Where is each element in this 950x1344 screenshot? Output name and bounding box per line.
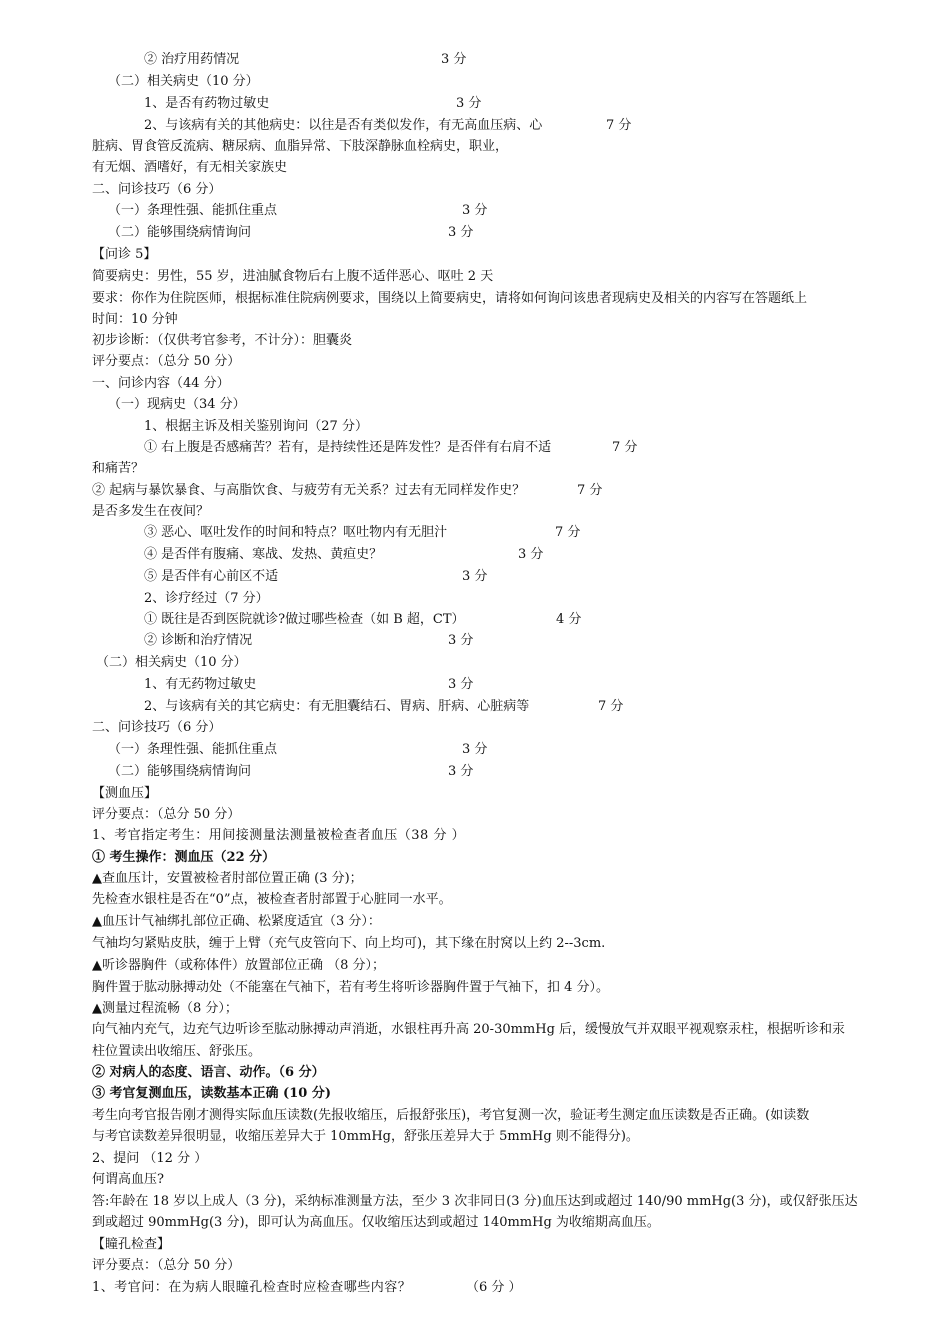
- text-line: 答:年龄在 18 岁以上成人（3 分)，采纳标准测量方法，至少 3 次非同日(3 分)血压达到或超过 140/90 mmHg(3 分)，或仅舒张压达: [92, 1194, 858, 1209]
- text-line: （一）条理性强、能抓住重点: [108, 742, 278, 757]
- text-line: 胸件置于肱动脉搏动处（不能塞在气袖下，若有考生将听诊器胸件置于气袖下，扣 4 分）。: [92, 980, 610, 995]
- text-line: 1、根据主诉及相关鉴别询问（27 分）: [144, 419, 368, 434]
- text-line: 1、考官指定考生：用间接测量法测量被检查者血压（38 分 ）: [92, 828, 466, 843]
- subheading: ① 考生操作：测血压（22 分）: [92, 850, 276, 865]
- text-line: 是否多发生在夜间？: [92, 504, 210, 519]
- text-line: 评分要点：（总分 50 分）: [92, 1258, 241, 1273]
- text-line: 1、考官问：在为病人眼瞳孔检查时应检查哪些内容？: [92, 1280, 412, 1295]
- text-line: 1、是否有药物过敏史: [144, 96, 270, 111]
- text-line: 和痛苦？: [92, 461, 145, 476]
- score: 3 分: [462, 742, 488, 757]
- text-line: 评分要点：（总分 50 分）: [92, 807, 241, 822]
- text-line: ▲血压计气袖绑扎部位正确、松紧度适宜（3 分）：: [92, 914, 381, 929]
- text-line: ▲测量过程流畅（8 分）；: [92, 1001, 238, 1016]
- text-line: ⑤ 是否伴有心前区不适: [144, 569, 279, 584]
- score: 3 分: [456, 96, 482, 111]
- score: 7 分: [606, 118, 632, 133]
- text-line: 何谓高血压?: [92, 1172, 164, 1187]
- section-heading: 二、问诊技巧（6 分）: [92, 720, 222, 735]
- section-heading: 【测血压】: [92, 786, 158, 801]
- text-line: ② 治疗用药情况: [144, 52, 240, 67]
- score: （6 分 ）: [466, 1280, 522, 1295]
- text-line: ① 既往是否到医院就诊?做过哪些检查（如 B 超，CT）: [144, 612, 465, 627]
- subheading: ② 对病人的态度、语言、动作。（6 分）: [92, 1065, 325, 1080]
- text-line: 要求：你作为住院医师，根据标准住院病例要求，围绕以上简要病史，请将如何询问该患者现病史及相关的内容写在答题纸上: [92, 291, 808, 306]
- section-heading: （二）相关病史（10 分）: [108, 74, 259, 89]
- score: 3 分: [448, 633, 474, 648]
- text-line: ③ 恶心、呕吐发作的时间和特点？呕吐物内有无胆汁: [144, 525, 448, 540]
- score: 3 分: [462, 203, 488, 218]
- section-heading: 二、问诊技巧（6 分）: [92, 182, 222, 197]
- text-line: 先检查水银柱是否在“0”点，被检查者肘部置于心脏同一水平。: [92, 892, 452, 907]
- text-line: ② 起病与暴饮暴食、与高脂饮食、与疲劳有无关系？过去有无同样发作史？: [92, 483, 526, 498]
- score: 4 分: [556, 612, 582, 627]
- text-line: 有无烟、酒嗜好，有无相关家族史: [92, 160, 288, 175]
- text-line: 2、诊疗经过（7 分）: [144, 591, 269, 606]
- score: 3 分: [448, 764, 474, 779]
- score: 3 分: [441, 52, 467, 67]
- score: 3 分: [462, 569, 488, 584]
- text-line: 2、提问 （12 分 ）: [92, 1151, 208, 1166]
- text-line: ▲听诊器胸件（或称体件）放置部位正确 （8 分）；: [92, 958, 386, 973]
- text-line: 向气袖内充气，边充气边听诊至肱动脉搏动声消逝，水银柱再升高 20-30mmHg 后，缓慢放气并双眼平视观察汞柱，根据听诊和汞: [92, 1022, 846, 1037]
- section-heading: 【问诊 5】: [92, 247, 157, 262]
- text-line: （二）能够围绕病情询问: [108, 764, 252, 779]
- text-line: 简要病史：男性，55 岁，进油腻食物后右上腹不适伴恶心、呕吐 2 天: [92, 269, 494, 284]
- text-line: ① 右上腹是否感痛苦？若有，是持续性还是阵发性？是否伴有右肩不适: [144, 440, 552, 455]
- text-line: 气袖均匀紧贴皮肤，缠于上臂（充气皮管向下、向上均可)，其下缘在肘窝以上约 2--3cm.: [92, 936, 606, 951]
- text-line: 初步诊断：（仅供考官参考，不计分）：胆囊炎: [92, 333, 353, 348]
- subheading: ③ 考官复测血压，读数基本正确 (10 分): [92, 1086, 331, 1101]
- text-line: ② 诊断和治疗情况: [144, 633, 253, 648]
- score: 7 分: [612, 440, 638, 455]
- text-line: ▲查血压计，安置被检者肘部位置正确 (3 分)；: [92, 871, 363, 886]
- text-line: ④ 是否伴有腹痛、寒战、发热、黄疸史？: [144, 547, 383, 562]
- section-heading: 【瞳孔检查】: [92, 1237, 171, 1252]
- score: 7 分: [577, 483, 603, 498]
- text-line: （一）条理性强、能抓住重点: [108, 203, 278, 218]
- score: 3 分: [448, 677, 474, 692]
- text-line: 到或超过 90mmHg(3 分)，即可认为高血压。仅收缩压达到或超过 140mmHg 为收缩期高血压。: [92, 1215, 660, 1230]
- text-line: 时间：10 分钟: [92, 312, 178, 327]
- score: 3 分: [448, 225, 474, 240]
- section-heading: 一、问诊内容（44 分）: [92, 376, 230, 391]
- text-line: 2、与该病有关的其它病史：有无胆囊结石、胃病、肝病、心脏病等: [144, 699, 530, 714]
- text-line: 与考官读数差异很明显，收缩压差异大于 10mmHg，舒张压差异大于 5mmHg 则不能得分)。: [92, 1129, 639, 1144]
- text-line: 评分要点：（总分 50 分）: [92, 354, 241, 369]
- score: 7 分: [598, 699, 624, 714]
- text-line: （二）能够围绕病情询问: [108, 225, 252, 240]
- score: 3 分: [518, 547, 544, 562]
- score: 7 分: [555, 525, 581, 540]
- text-line: 脏病、胃食管反流病、糖尿病、血脂异常、下肢深静脉血栓病史，职业，: [92, 139, 509, 154]
- text-line: 1、有无药物过敏史: [144, 677, 257, 692]
- text-line: 考生向考官报告刚才测得实际血压读数(先报收缩压，后报舒张压)，考官复测一次，验证考生测定血压读数是否正确。(如读数: [92, 1108, 810, 1123]
- text-line: 柱位置读出收缩压、舒张压。: [92, 1044, 262, 1059]
- text-line: 2、与该病有关的其他病史：以往是否有类似发作，有无高血压病、心: [144, 118, 543, 133]
- section-heading: （一）现病史（34 分）: [108, 397, 246, 412]
- section-heading: （二）相关病史（10 分）: [96, 655, 247, 670]
